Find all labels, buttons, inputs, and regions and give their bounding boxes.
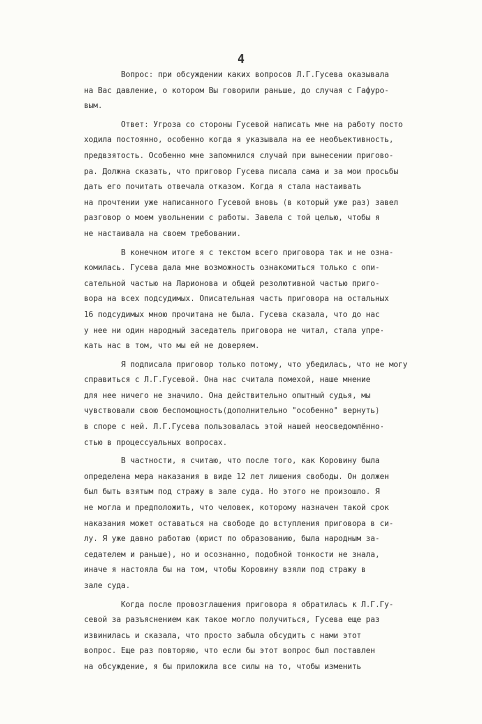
- text-line: сательной частью на Ларионова и общей резолютивной частью приго-: [84, 278, 380, 288]
- text-line: севой за разъяснением как такое могло получиться, Гусева еще раз: [84, 615, 380, 625]
- text-line: комилась. Гусева дала мне возможность ознакомиться только с опи-: [84, 263, 380, 273]
- text-line: Когда после провозглашения приговора я обратилась к Л.Г.Гу-: [84, 599, 394, 609]
- document-body: [84, 67, 456, 675]
- page-number: 4: [237, 52, 245, 66]
- text-line: на прочтении уже написанного Гусевой вновь (в который уже раз) завел: [84, 197, 399, 207]
- text-line: справиться с Л.Г.Гусевой. Она нас считала помехой, наше мнение: [84, 375, 371, 385]
- text-line: ходила постоянно, особенно когда я указывала на ее необъективность,: [84, 135, 394, 145]
- text-line: чувствовали свою беспомощность(дополнительно "особенно" вернуть): [84, 406, 380, 416]
- text-line: был быть взятым под стражу в зале суда. Но этого не произошло. Я: [84, 487, 380, 497]
- text-line: В конечном итоге я с текстом всего приговора так и не озна-: [84, 247, 394, 257]
- text-line: на Вас давление, о котором Вы говорили раньше, до случая с Гафуро-: [84, 85, 390, 95]
- text-line: извинилась и сказала, что просто забыла обсудить с нами этот: [84, 630, 362, 640]
- text-line: лу. Я уже давно работаю (юрист по образованию, была народным за-: [84, 534, 380, 544]
- text-line: стью в процессуальных вопросах.: [84, 437, 228, 447]
- text-line: Я подписала приговор только потому, что убедилась, что не могу: [84, 359, 408, 369]
- text-line: дать его почитать отвечала отказом. Когда я стала настаивать: [84, 182, 362, 192]
- text-line: в споре с ней. Л.Г.Гусева пользовалась этой нашей неосведомлённо-: [84, 422, 385, 432]
- text-line: Ответ: Угроза со стороны Гусевой написать мне на работу посто: [84, 119, 403, 129]
- text-line: зале суда.: [84, 581, 131, 590]
- text-line: Вопрос: при обсуждении каких вопросов Л.Г.Гусева оказывала: [84, 70, 390, 79]
- text-line: для нее ничего не значило. Она действительно опытный судья, мы: [84, 390, 371, 400]
- text-line: предвзятость. Особенно мне запомнился случай при вынесении пригово-: [84, 150, 394, 160]
- text-line: у нее ни один народный заседатель приговора не читал, стала упре-: [84, 325, 385, 335]
- text-line: разговор о моем увольнении с работы. Завела с той целью, чтобы я: [84, 213, 380, 223]
- text-line: иначе я настояла бы на том, чтобы Коровину взяли под стражу в: [84, 565, 366, 575]
- text-line: вым.: [84, 101, 103, 111]
- text-line: не настаивала на своем требовании.: [84, 228, 242, 238]
- text-line: вопрос. Еще раз повторяю, что если бы этот вопрос был поставлен: [84, 646, 376, 656]
- text-line: вора на всех подсудимых. Описательная часть приговора на остальных: [84, 294, 390, 304]
- text-line: наказания может оставаться на свободе до вступления приговора в си-: [84, 518, 394, 528]
- text-line: не могла и предположить, что человек, которому назначен такой срок: [84, 503, 390, 513]
- text-line: седателем и раньше), но и осознанно, подобной тонкости не знала,: [84, 549, 380, 559]
- text-line: определена мера наказания в виде 12 лет лишения свободы. Он должен: [84, 471, 390, 481]
- text-line: 16 подсудимых мною прочитана не была. Гусева сказала, что до нас: [84, 309, 380, 319]
- text-line: на обсуждение, я бы приложила все силы на то, чтобы изменить: [84, 661, 362, 671]
- text-line: кать нас в том, что мы ей не доверяем.: [84, 341, 260, 351]
- text-line: ра. Должна сказать, что приговор Гусева писала сама и за мои просьбы: [84, 166, 399, 176]
- text-line: В частности, я считаю, что после того, как Коровину была: [84, 456, 380, 466]
